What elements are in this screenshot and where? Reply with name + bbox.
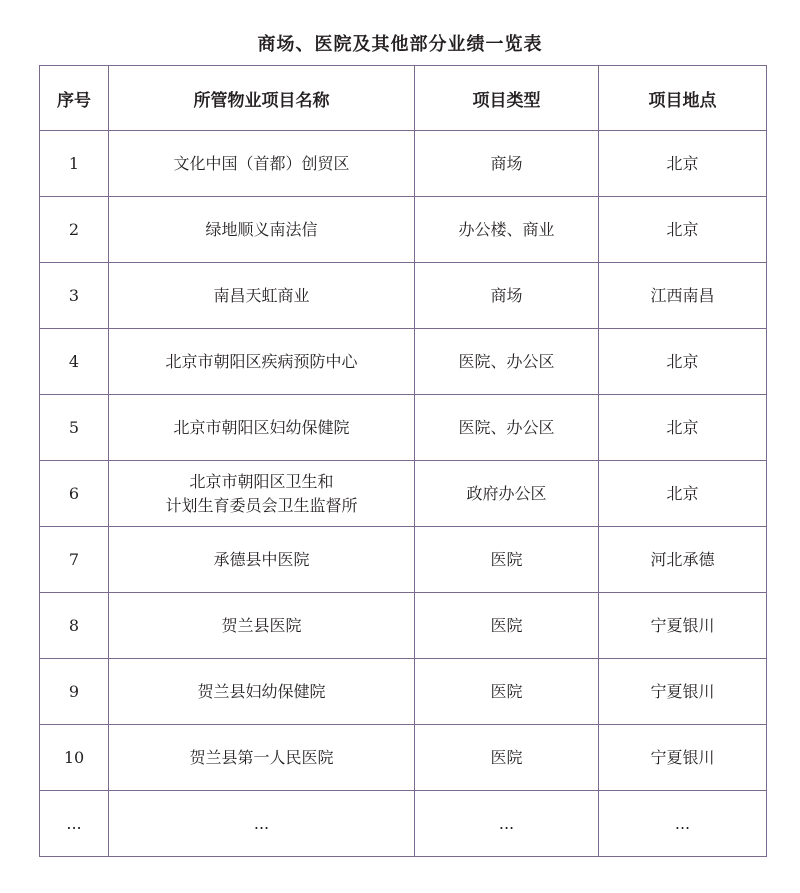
cell-serial-number: 4 bbox=[40, 329, 109, 395]
cell-project-name: 文化中国（首都）创贸区 bbox=[109, 131, 415, 197]
cell-project-location: 北京 bbox=[599, 329, 767, 395]
header-project-name: 所管物业项目名称 bbox=[109, 66, 415, 131]
cell-project-type: 医院、办公区 bbox=[415, 329, 599, 395]
cell-project-location: 宁夏银川 bbox=[599, 593, 767, 659]
cell-project-name: 北京市朝阳区疾病预防中心 bbox=[109, 329, 415, 395]
cell-serial-number: 6 bbox=[40, 461, 109, 527]
project-name-line-2: 计划生育委员会卫生监督所 bbox=[165, 495, 358, 515]
cell-serial-number: 1 bbox=[40, 131, 109, 197]
table-row bbox=[40, 725, 767, 791]
cell-serial-number: 9 bbox=[40, 659, 109, 725]
cell-project-type: 医院、办公区 bbox=[415, 395, 599, 461]
table-row bbox=[40, 659, 767, 725]
table-row bbox=[40, 329, 767, 395]
cell-serial-number: ... bbox=[40, 791, 109, 857]
cell-project-location: 北京 bbox=[599, 461, 767, 527]
cell-project-type: 医院 bbox=[415, 725, 599, 791]
cell-project-type: 办公楼、商业 bbox=[415, 197, 599, 263]
project-name-line-1: 北京市朝阳区卫生和 bbox=[189, 471, 334, 491]
cell-project-name: 绿地顺义南法信 bbox=[109, 197, 415, 263]
cell-project-type: 医院 bbox=[415, 659, 599, 725]
cell-project-location: 北京 bbox=[599, 395, 767, 461]
table-row bbox=[40, 131, 767, 197]
header-project-location: 项目地点 bbox=[599, 66, 767, 131]
cell-project-name: 贺兰县妇幼保健院 bbox=[109, 659, 415, 725]
cell-project-location: 江西南昌 bbox=[599, 263, 767, 329]
cell-project-name: 南昌天虹商业 bbox=[109, 263, 415, 329]
header-project-type: 项目类型 bbox=[415, 66, 599, 131]
cell-project-location: 北京 bbox=[599, 131, 767, 197]
table-header-row bbox=[40, 66, 767, 131]
cell-project-location: 宁夏银川 bbox=[599, 659, 767, 725]
header-serial-number: 序号 bbox=[40, 66, 109, 131]
cell-serial-number: 2 bbox=[40, 197, 109, 263]
cell-project-type: ... bbox=[415, 791, 599, 857]
cell-project-type: 商场 bbox=[415, 263, 599, 329]
cell-project-name: 承德县中医院 bbox=[109, 527, 415, 593]
cell-project-type: 商场 bbox=[415, 131, 599, 197]
cell-serial-number: 3 bbox=[40, 263, 109, 329]
table-row bbox=[40, 395, 767, 461]
table-row bbox=[40, 527, 767, 593]
cell-project-location: ... bbox=[599, 791, 767, 857]
cell-project-name: 贺兰县第一人民医院 bbox=[109, 725, 415, 791]
table-row bbox=[40, 791, 767, 857]
cell-project-name bbox=[109, 461, 415, 527]
performance-table bbox=[39, 65, 767, 857]
cell-project-location: 河北承德 bbox=[599, 527, 767, 593]
cell-serial-number: 8 bbox=[40, 593, 109, 659]
cell-project-location: 宁夏银川 bbox=[599, 725, 767, 791]
cell-serial-number: 7 bbox=[40, 527, 109, 593]
cell-project-name: 贺兰县医院 bbox=[109, 593, 415, 659]
page-title: 商场、医院及其他部分业绩一览表 bbox=[257, 34, 543, 55]
cell-project-name: 北京市朝阳区妇幼保健院 bbox=[109, 395, 415, 461]
table-row bbox=[40, 593, 767, 659]
cell-project-type: 医院 bbox=[415, 593, 599, 659]
cell-project-type: 医院 bbox=[415, 527, 599, 593]
cell-serial-number: 10 bbox=[40, 725, 109, 791]
cell-serial-number: 5 bbox=[40, 395, 109, 461]
table-row bbox=[40, 197, 767, 263]
cell-project-type: 政府办公区 bbox=[415, 461, 599, 527]
cell-project-name: ... bbox=[109, 791, 415, 857]
table-row bbox=[40, 461, 767, 527]
cell-project-location: 北京 bbox=[599, 197, 767, 263]
table-row bbox=[40, 263, 767, 329]
